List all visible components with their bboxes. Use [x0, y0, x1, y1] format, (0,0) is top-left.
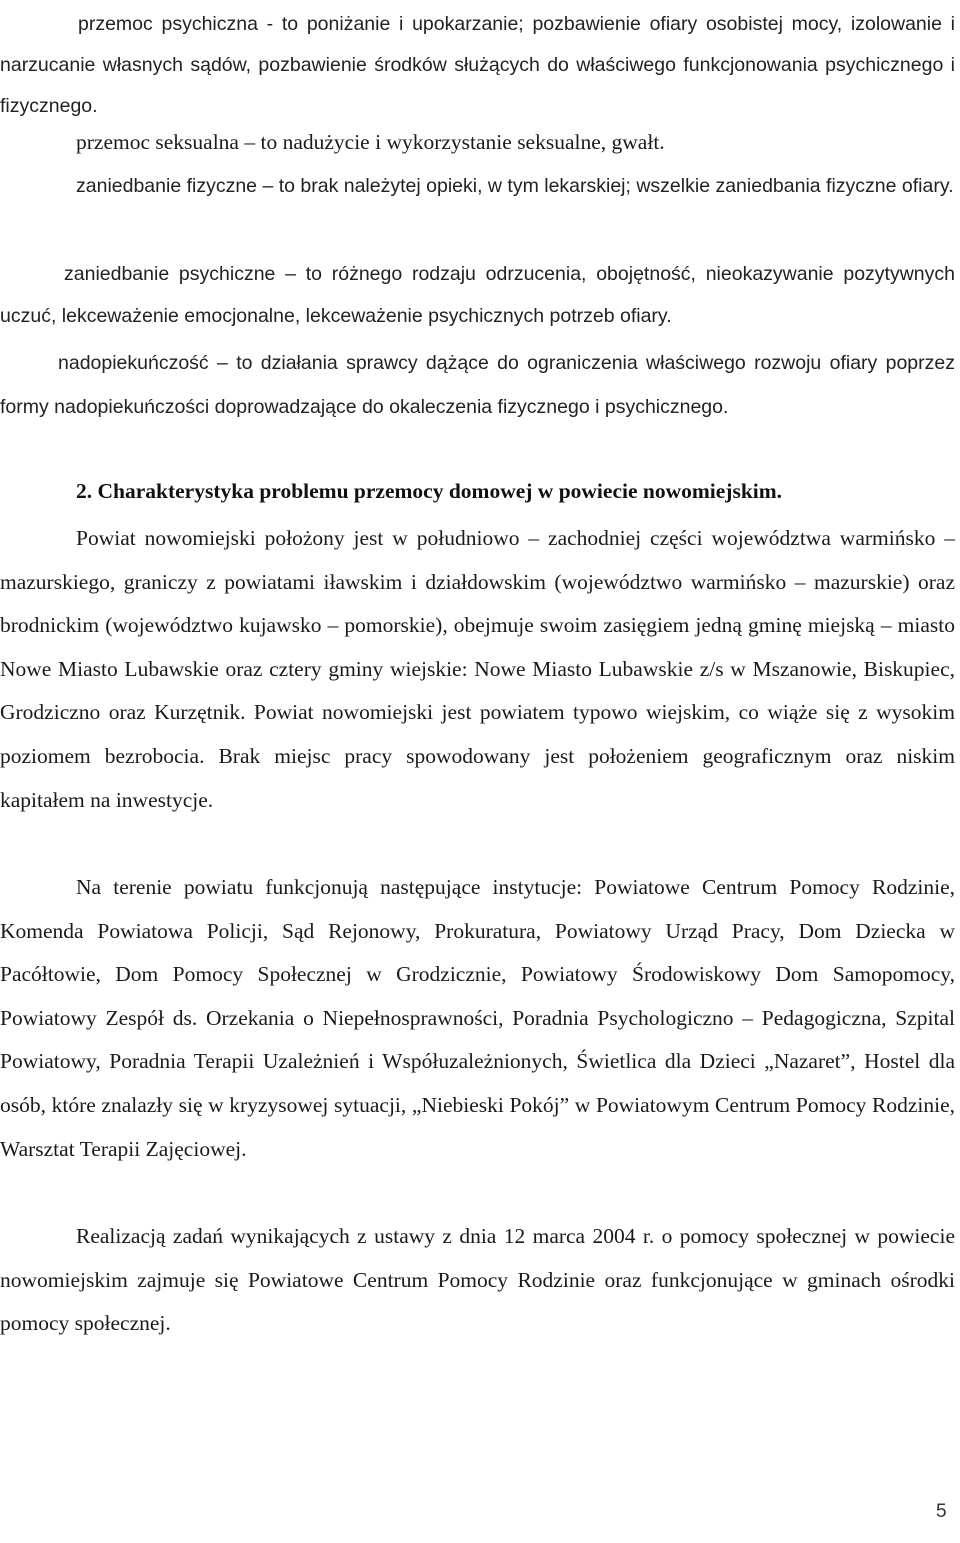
page-number: 5 [936, 1501, 947, 1522]
definition-sexual-violence: przemoc seksualna – to nadużycie i wykorzystanie seksualne, gwałt. [76, 130, 665, 154]
body-paragraph-social-assistance: Realizacją zadań wynikających z ustawy z dnia 12 marca 2004 r. o pomocy społecznej w powiecie nowomiejskim zajmuje się Powiatowe Centrum Pomocy Rodzinie oraz funkcjonujące w gminach ośrodki pomocy społecznej. [0, 1224, 955, 1336]
body-paragraph-district-description: Powiat nowomiejski położony jest w południowo – zachodniej części województwa warmińsko – mazurskiego, graniczy z powiatami iławskim i działdowskim (województwo warmińsko – mazurskie) oraz brodnickim (województwo kujawsko – pomorskie), obejmuje swoim zasięgiem jedną gminę miejską – miasto Nowe Miasto Lubawskie oraz cztery gminy wiejskie: Nowe Miasto Lubawskie z/s w Mszanowie, Biskupiec, Grodziczno oraz Kurzętnik. Powiat nowomiejski jest powiatem typowo wiejskim, co wiąże się z wysokim poziomem bezrobocia. Brak miejsc pracy spowodowany jest położeniem geograficznym oraz niskim kapitałem na inwestycje. [0, 526, 955, 812]
body-paragraph-institutions: Na terenie powiatu funkcjonują następujące instytucje: Powiatowe Centrum Pomocy Rodzinie, Komenda Powiatowa Policji, Sąd Rejonowy, Prokuratura, Powiatowy Urząd Pracy, Dom Dziecka w Pacółtowie, Dom Pomocy Społecznej w Grodzicznie, Powiatowy Środowiskowy Dom Samopomocy, Powiatowy Zespół ds. Orzekania o Niepełnosprawności, Poradnia Psychologiczno – Pedagogiczna, Szpital Powiatowy, Poradnia Terapii Uzależnień i Współuzależnionych, Świetlica dla Dzieci „Nazaret”, Hostel dla osób, które znalazły się w kryzysowej sytuacji, „Niebieski Pokój” w Powiatowym Centrum Pomocy Rodzinie, Warsztat Terapii Zajęciowej. [0, 875, 955, 1161]
definition-physical-neglect: zaniedbanie fizyczne – to brak należytej opieki, w tym lekarskiej; wszelkie zaniedbania fizyczne ofiary. [76, 175, 954, 197]
definition-psychological-violence: przemoc psychiczna - to poniżanie i upokarzanie; pozbawienie ofiary osobistej mocy, izolowanie i narzucanie własnych sądów, pozbawienie środków służących do właściwego funkcjonowania psychicznego i fizycznego. [0, 13, 955, 117]
definition-psychological-neglect: zaniedbanie psychiczne – to różnego rodzaju odrzucenia, obojętność, nieokazywanie pozytywnych uczuć, lekceważenie emocjonalne, lekceważenie psychicznych potrzeb ofiary. [0, 263, 955, 327]
definition-overprotectiveness: nadopiekuńczość – to działania sprawcy dążące do ograniczenia właściwego rozwoju ofiary poprzez formy nadopiekuńczości doprowadzające do okaleczenia fizycznego i psychicznego. [0, 352, 955, 418]
section-heading: 2. Charakterystyka problemu przemocy domowej w powiecie nowomiejskim. [76, 479, 783, 503]
